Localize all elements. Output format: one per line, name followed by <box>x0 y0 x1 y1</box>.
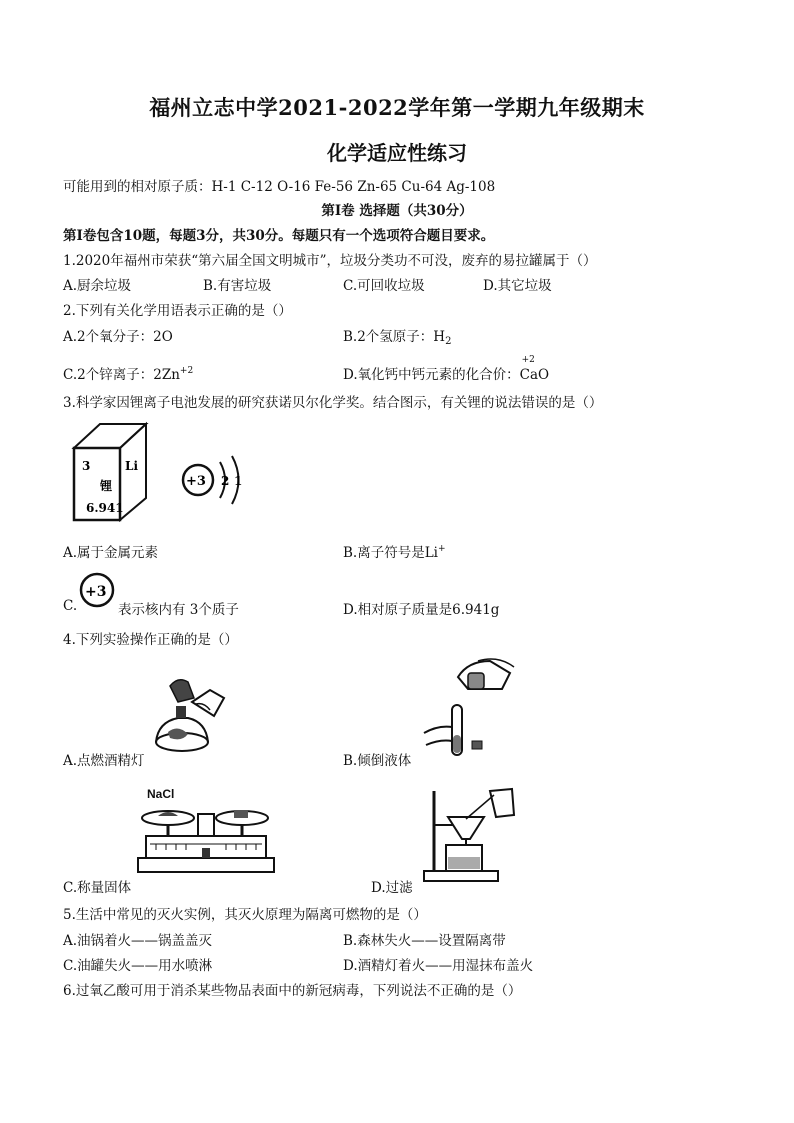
q2-c-text: C.2个锌离子：2Zn <box>63 367 180 383</box>
q2-option-b[interactable] <box>343 325 451 347</box>
element-symbol: Li <box>125 459 138 473</box>
q1-option-c[interactable]: C.可回收垃圾 <box>343 278 425 294</box>
shell-1-electrons: 2 <box>221 474 230 488</box>
atomic-mass: 6.941 <box>86 501 124 515</box>
q2-d-formula: CaO <box>519 367 550 383</box>
q3-option-a[interactable]: A.属于金属元素 <box>63 545 159 561</box>
section-instructions: 第Ⅰ卷包含10题，每题3分，共30分。每题只有一个选项符合题目要求。 <box>63 228 495 244</box>
q1-stem: 1.2020年福州市荣获“第六届全国文明城市”，垃圾分类功不可没，废弃的易拉罐属于（） <box>63 253 597 269</box>
q3-option-c-text[interactable]: 表示核内有 3个质子 <box>118 602 239 618</box>
pouring-liquid-figure <box>418 655 528 760</box>
q3-b-superscript: + <box>438 544 446 554</box>
q3-b-text: B.离子符号是Li <box>343 545 438 561</box>
nucleus-icon-charge: +3 <box>85 584 107 600</box>
q1-option-b[interactable]: B.有害垃圾 <box>203 278 272 294</box>
q5-option-a[interactable]: A.油锅着火——锅盖盖灭 <box>63 933 213 949</box>
q4-stem: 4.下列实验操作正确的是（） <box>63 632 238 648</box>
q5-option-d[interactable]: D.酒精灯着火——用湿抹布盖火 <box>343 958 534 974</box>
q3-option-c-letter[interactable]: C. <box>63 598 78 614</box>
q2-d-valence: +2 <box>521 355 535 365</box>
element-name: 锂 <box>100 479 113 493</box>
page-subtitle: 化学适应性练习 <box>327 141 467 165</box>
q1-option-a[interactable]: A.厨余垃圾 <box>63 278 132 294</box>
q2-option-d[interactable] <box>343 355 550 383</box>
page-title: 福州立志中学2021-2022学年第一学期九年级期末 <box>149 95 645 120</box>
q1-option-d[interactable]: D.其它垃圾 <box>483 278 552 294</box>
q4-option-b[interactable]: B.倾倒液体 <box>343 753 412 769</box>
q2-b-subscript: 2 <box>445 336 452 347</box>
lithium-atom-diagram <box>178 452 248 508</box>
atomic-masses: 可能用到的相对原子质：H-1 C-12 O-16 Fe-56 Zn-65 Cu-64 Ag-108 <box>63 179 496 195</box>
q2-option-c[interactable] <box>63 363 193 383</box>
q2-option-a[interactable]: A.2个氧分子：2O <box>63 329 173 345</box>
q5-option-b[interactable]: B.森林失火——设置隔离带 <box>343 933 506 949</box>
q5-stem: 5.生活中常见的灭火实例，其灭火原理为隔离可燃物的是（） <box>63 907 427 923</box>
section-title: 第Ⅰ卷 选择题（共30分） <box>321 203 473 219</box>
nucleus-charge: +3 <box>186 474 206 489</box>
filtration-figure <box>420 785 530 885</box>
q4-option-d[interactable]: D.过滤 <box>371 880 413 896</box>
q4-option-a[interactable]: A.点燃酒精灯 <box>63 753 145 769</box>
atomic-number: 3 <box>82 459 91 473</box>
nucleus-icon <box>77 570 117 610</box>
lighting-alcohol-lamp-figure <box>148 672 230 756</box>
nacl-label: NaCl <box>147 787 175 801</box>
q2-c-superscript: +2 <box>179 366 194 376</box>
lithium-element-cell <box>70 420 150 524</box>
q2-d-text: D.氧化钙中钙元素的化合价： <box>343 367 520 383</box>
q2-b-text: B.2个氢原子：H <box>343 329 446 345</box>
q3-stem: 3.科学家因锂离子电池发展的研究获诺贝尔化学奖。结合图示，有关锂的说法错误的是（） <box>63 395 603 411</box>
q5-option-c[interactable]: C.油罐失火——用水喷淋 <box>63 958 213 974</box>
q4-option-c[interactable]: C.称量固体 <box>63 880 132 896</box>
q3-option-d[interactable]: D.相对原子质量是6.941g <box>343 602 500 618</box>
q3-option-b[interactable] <box>343 541 446 561</box>
balance-figure <box>136 800 276 880</box>
q2-stem: 2.下列有关化学用语表示正确的是（） <box>63 303 292 319</box>
q6-stem: 6.过氧乙酸可用于消杀某些物品表面中的新冠病毒，下列说法不正确的是（） <box>63 983 522 999</box>
shell-2-electrons: 1 <box>234 474 243 488</box>
